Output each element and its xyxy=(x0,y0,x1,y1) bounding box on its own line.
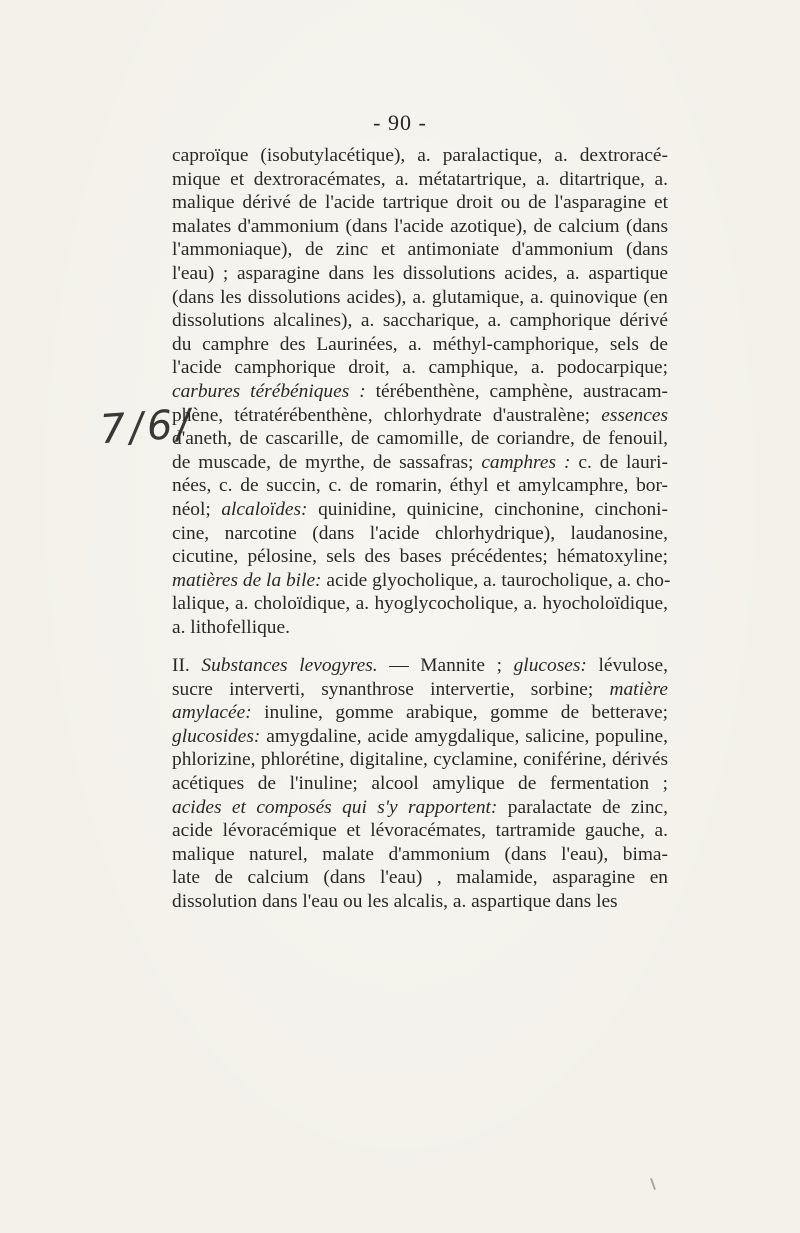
text-line xyxy=(172,843,668,867)
text-line xyxy=(172,616,668,640)
text-segment: lévulose, xyxy=(586,655,668,676)
italic-term: acides et composés qui s'y rapportent: xyxy=(172,796,498,818)
paragraph-substances-levogyres xyxy=(172,654,668,914)
text-segment: de muscade, de myrthe, de sassafras; xyxy=(172,451,482,473)
text-line xyxy=(172,819,668,843)
text-segment: phlorizine, phlorétine, digitaline, cyclamine, coniférine, dérivés xyxy=(172,749,668,771)
italic-term: matières de la bile: xyxy=(172,569,322,591)
text-segment: cine, narcotine (dans l'acide chlorhydrique), laudanosine, xyxy=(172,522,668,544)
text-segment: — Mannite ; xyxy=(377,655,514,676)
text-line xyxy=(172,678,668,702)
text-segment: dissolutions alcalines), a. saccharique, a. camphorique dérivé xyxy=(172,310,668,332)
text-segment: a. lithofellique. xyxy=(172,616,290,638)
text-segment: II. xyxy=(172,655,202,676)
text-line xyxy=(172,772,668,796)
text-segment: malique naturel, malate d'ammonium (dans l'eau), bima- xyxy=(172,843,668,865)
italic-term: essences xyxy=(601,404,668,426)
text-segment: malates d'ammonium (dans l'acide azotique), de calcium (dans xyxy=(172,215,668,237)
text-segment: malique dérivé de l'acide tartrique droit ou de l'asparagine et xyxy=(172,192,668,214)
paragraph-dextrogyres-continued xyxy=(172,144,671,639)
text-line xyxy=(172,238,668,262)
text-line xyxy=(172,522,668,546)
text-segment: l'ammoniaque), de zinc et antimoniate d'ammonium (dans xyxy=(172,239,668,261)
text-segment: quinidine, quinicine, cinchonine, cinchoni- xyxy=(307,498,668,520)
text-line xyxy=(172,725,668,749)
text-segment: late de calcium (dans l'eau) , malamide, asparagine en xyxy=(172,867,668,889)
text-segment: nées, c. de succin, c. de romarin, éthyl et amylcamphre, bor- xyxy=(172,475,668,497)
text-segment: térébenthène, camphène, austracam- xyxy=(365,380,668,402)
text-segment: inuline, gomme arabique, gomme de betterave; xyxy=(251,702,668,724)
text-line xyxy=(172,748,668,772)
text-line xyxy=(172,191,668,215)
text-segment: néol; xyxy=(172,498,222,520)
stray-ink-mark xyxy=(650,1178,656,1190)
text-segment: lalique, a. choloïdique, a. hyoglycocholique, a. hyocholoïdique, xyxy=(172,593,668,615)
italic-term: amylacée: xyxy=(172,702,252,724)
text-line xyxy=(172,866,668,890)
text-segment: c. de lauri- xyxy=(570,451,668,473)
text-line xyxy=(172,427,668,451)
text-line xyxy=(172,569,671,593)
text-line xyxy=(172,890,668,914)
text-line xyxy=(172,333,668,357)
text-line xyxy=(172,498,668,522)
text-segment: amygdaline, acide amygdalique, salicine, populine, xyxy=(260,725,668,747)
text-segment: cicutine, pélosine, sels des bases précédentes; hématoxyline; xyxy=(172,546,668,568)
text-segment: dissolution dans l'eau ou les alcalis, a. aspartique dans les xyxy=(172,890,618,912)
text-segment: mique et dextroracémates, a. métatartrique, a. ditartrique, a. xyxy=(172,168,668,190)
italic-term: glucoses: xyxy=(513,655,587,676)
text-line xyxy=(172,701,668,725)
italic-term: glucosides: xyxy=(172,725,261,747)
text-line xyxy=(172,286,668,310)
text-segment: acide lévoracémique et lévoracémates, tartramide gauche, a. xyxy=(172,820,668,842)
text-segment: (dans les dissolutions acides), a. glutamique, a. quinovique (en xyxy=(172,286,668,308)
text-line xyxy=(172,356,668,380)
text-line xyxy=(172,380,668,404)
text-segment: acide glyocholique, a. taurocholique, a. cho- xyxy=(321,569,671,591)
text-line xyxy=(172,451,668,475)
text-segment: caproïque (isobutylacétique), a. paralactique, a. dextroracé- xyxy=(172,145,668,166)
text-segment: phène, tétratérébenthène, chlorhydrate d'australène; xyxy=(172,404,602,426)
text-line xyxy=(172,262,668,286)
text-segment: l'eau) ; asparagine dans les dissolutions acides, a. aspartique xyxy=(172,262,668,284)
text-line xyxy=(172,215,668,239)
text-segment: sucre interverti, synanthrose intervertie, sorbine; xyxy=(172,678,610,700)
italic-term: Substances levogyres. xyxy=(201,655,378,676)
text-segment: acétiques de l'inuline; alcool amylique de fermentation ; xyxy=(172,772,668,794)
text-line xyxy=(172,796,668,820)
text-line xyxy=(172,592,668,616)
text-segment: du camphre des Laurinées, a. méthyl-camphorique, sels de xyxy=(172,333,668,355)
text-line xyxy=(172,404,668,428)
text-segment: paralactate de zinc, xyxy=(497,796,668,818)
text-segment: d'aneth, de cascarille, de camomille, de coriandre, de fenouil, xyxy=(172,428,668,450)
text-line xyxy=(172,168,668,192)
text-line xyxy=(172,545,668,569)
text-line xyxy=(172,144,668,168)
italic-term: matière xyxy=(609,678,668,700)
page-number: - 90 - xyxy=(373,110,427,135)
text-line xyxy=(172,474,668,498)
text-segment: l'acide camphorique droit, a. camphique, a. podocarpique; xyxy=(172,357,668,379)
italic-term: alcaloïdes: xyxy=(221,498,308,520)
italic-term: camphres : xyxy=(481,451,571,473)
italic-term: carbures térébéniques : xyxy=(172,380,366,402)
text-line xyxy=(172,654,668,678)
text-line xyxy=(172,309,668,333)
handwritten-margin-note: 7/6/ xyxy=(98,400,196,454)
